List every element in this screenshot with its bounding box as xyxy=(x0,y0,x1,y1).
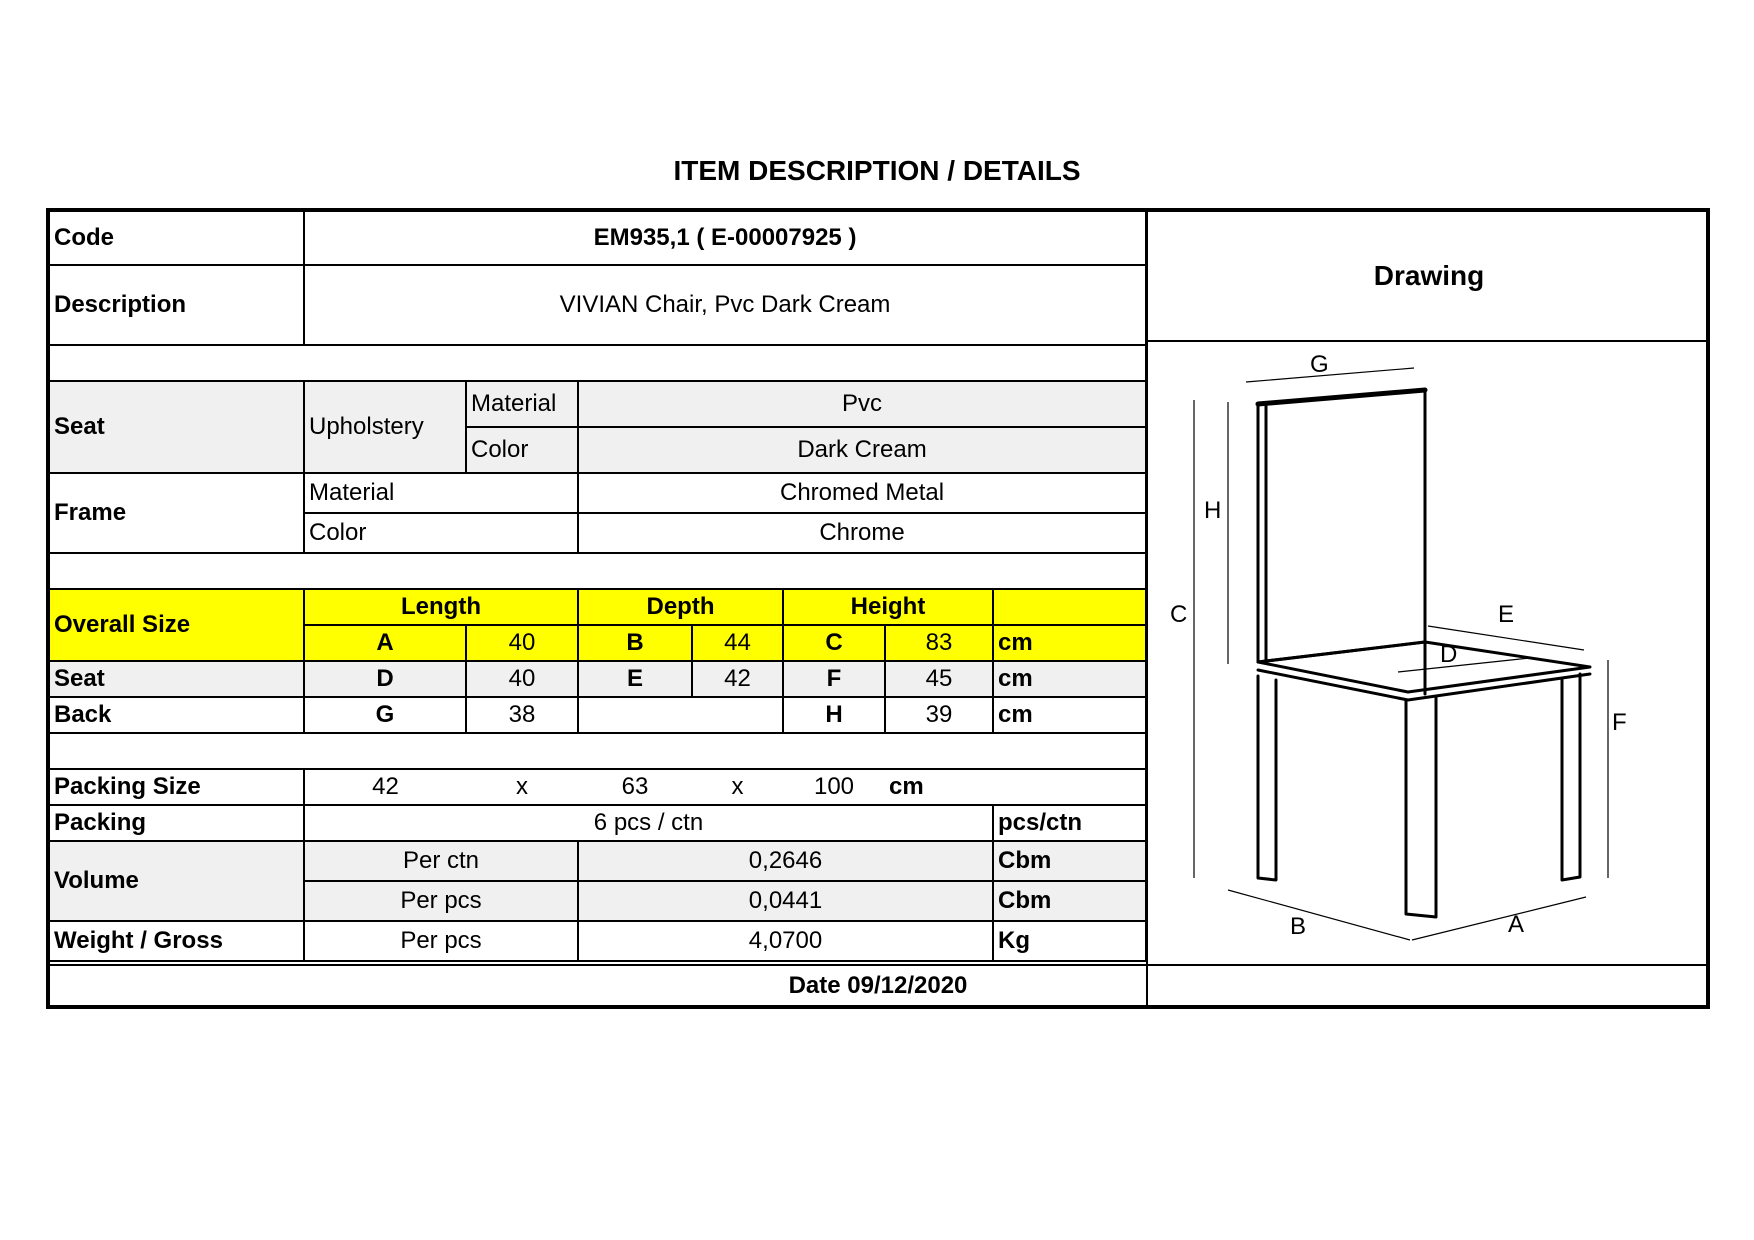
packing-unit: pcs/ctn xyxy=(993,805,1146,841)
frame-material-label: Material xyxy=(304,473,578,513)
dim-letter-a: A xyxy=(304,625,466,661)
volume-per-pcs-value: 0,0441 xyxy=(578,881,993,921)
spec-sheet xyxy=(46,208,1710,1009)
page-title: ITEM DESCRIPTION / DETAILS xyxy=(673,155,1081,186)
volume-per-ctn-unit: Cbm xyxy=(993,841,1146,881)
back-size-label: Back xyxy=(50,697,304,733)
weight-unit: Kg xyxy=(993,921,1146,961)
packing-height: 100 xyxy=(783,769,885,805)
packing-width: 42 xyxy=(304,769,466,805)
dim-line-b xyxy=(1228,890,1410,940)
seat-color-value: Dark Cream xyxy=(578,427,1146,473)
dim-value-c: 83 xyxy=(885,625,993,661)
label-d: D xyxy=(1440,641,1458,668)
chair-leg-right xyxy=(1562,674,1580,880)
seat-spec-label: Seat xyxy=(50,381,304,473)
chair-leg-front xyxy=(1406,697,1436,917)
seat-upholstery-label: Upholstery xyxy=(304,381,466,473)
chair-drawing xyxy=(1148,342,1710,964)
dim-value-a: 40 xyxy=(466,625,578,661)
seat-color-label: Color xyxy=(466,427,578,473)
dim-letter-e: E xyxy=(578,661,692,697)
frame-color-value: Chrome xyxy=(578,513,1146,553)
description-value: VIVIAN Chair, Pvc Dark Cream xyxy=(304,265,1146,345)
back-size-unit: cm xyxy=(993,697,1146,733)
spacer-row xyxy=(50,553,1146,589)
volume-per-ctn-label: Per ctn xyxy=(304,841,578,881)
packing-label: Packing xyxy=(50,805,304,841)
spacer-row xyxy=(50,345,1146,381)
code-label: Code xyxy=(50,212,304,265)
weight-value: 4,0700 xyxy=(578,921,993,961)
drawing-header: Drawing xyxy=(1148,212,1710,342)
dim-line-g xyxy=(1246,368,1414,382)
date-footer: Date 09/12/2020 xyxy=(50,964,1706,1005)
dim-value-f: 45 xyxy=(885,661,993,697)
depth-header: Depth xyxy=(578,589,783,625)
label-c: C xyxy=(1170,601,1188,628)
dim-value-g: 38 xyxy=(466,697,578,733)
seat-material-value: Pvc xyxy=(578,381,1146,427)
dim-letter-f: F xyxy=(783,661,885,697)
frame-label: Frame xyxy=(50,473,304,553)
label-f: F xyxy=(1612,709,1627,736)
height-header: Height xyxy=(783,589,993,625)
seat-material-label: Material xyxy=(466,381,578,427)
weight-label: Weight / Gross xyxy=(50,921,304,961)
volume-per-pcs-label: Per pcs xyxy=(304,881,578,921)
chair-backrest xyxy=(1258,390,1425,662)
spec-table xyxy=(50,212,1147,962)
dim-letter-b: B xyxy=(578,625,692,661)
chair-leg-left xyxy=(1258,676,1276,880)
dim-line-d xyxy=(1398,658,1530,672)
code-value: EM935,1 ( E-00007925 ) xyxy=(304,212,1146,265)
chair-backrest-top xyxy=(1258,390,1425,404)
seat-size-unit: cm xyxy=(993,661,1146,697)
length-header: Length xyxy=(304,589,578,625)
packing-x-2: x xyxy=(692,769,783,805)
dim-letter-d: D xyxy=(304,661,466,697)
dim-letter-c: C xyxy=(783,625,885,661)
spacer-row xyxy=(50,733,1146,769)
dim-value-b: 44 xyxy=(692,625,783,661)
packing-size-unit: cm xyxy=(885,769,1146,805)
overall-unit: cm xyxy=(993,625,1146,661)
seat-size-label: Seat xyxy=(50,661,304,697)
label-b: B xyxy=(1290,913,1307,940)
packing-value: 6 pcs / ctn xyxy=(304,805,993,841)
dim-line-a xyxy=(1412,897,1586,940)
label-h: H xyxy=(1204,497,1222,524)
label-a: A xyxy=(1508,911,1525,938)
packing-x-1: x xyxy=(466,769,578,805)
dim-value-e: 42 xyxy=(692,661,783,697)
header-blank-cell xyxy=(993,589,1146,625)
drawing-panel xyxy=(1146,212,1710,1005)
back-blank-cell xyxy=(578,697,783,733)
dim-letter-h: H xyxy=(783,697,885,733)
packing-depth: 63 xyxy=(578,769,692,805)
label-e: E xyxy=(1498,601,1515,628)
dim-value-d: 40 xyxy=(466,661,578,697)
frame-color-label: Color xyxy=(304,513,578,553)
volume-per-pcs-unit: Cbm xyxy=(993,881,1146,921)
volume-per-ctn-value: 0,2646 xyxy=(578,841,993,881)
description-label: Description xyxy=(50,265,304,345)
weight-per-pcs-label: Per pcs xyxy=(304,921,578,961)
volume-label: Volume xyxy=(50,841,304,921)
label-g: G xyxy=(1310,351,1329,378)
dim-value-h: 39 xyxy=(885,697,993,733)
dim-letter-g: G xyxy=(304,697,466,733)
frame-material-value: Chromed Metal xyxy=(578,473,1146,513)
packing-size-label: Packing Size xyxy=(50,769,304,805)
overall-size-label: Overall Size xyxy=(50,589,304,661)
